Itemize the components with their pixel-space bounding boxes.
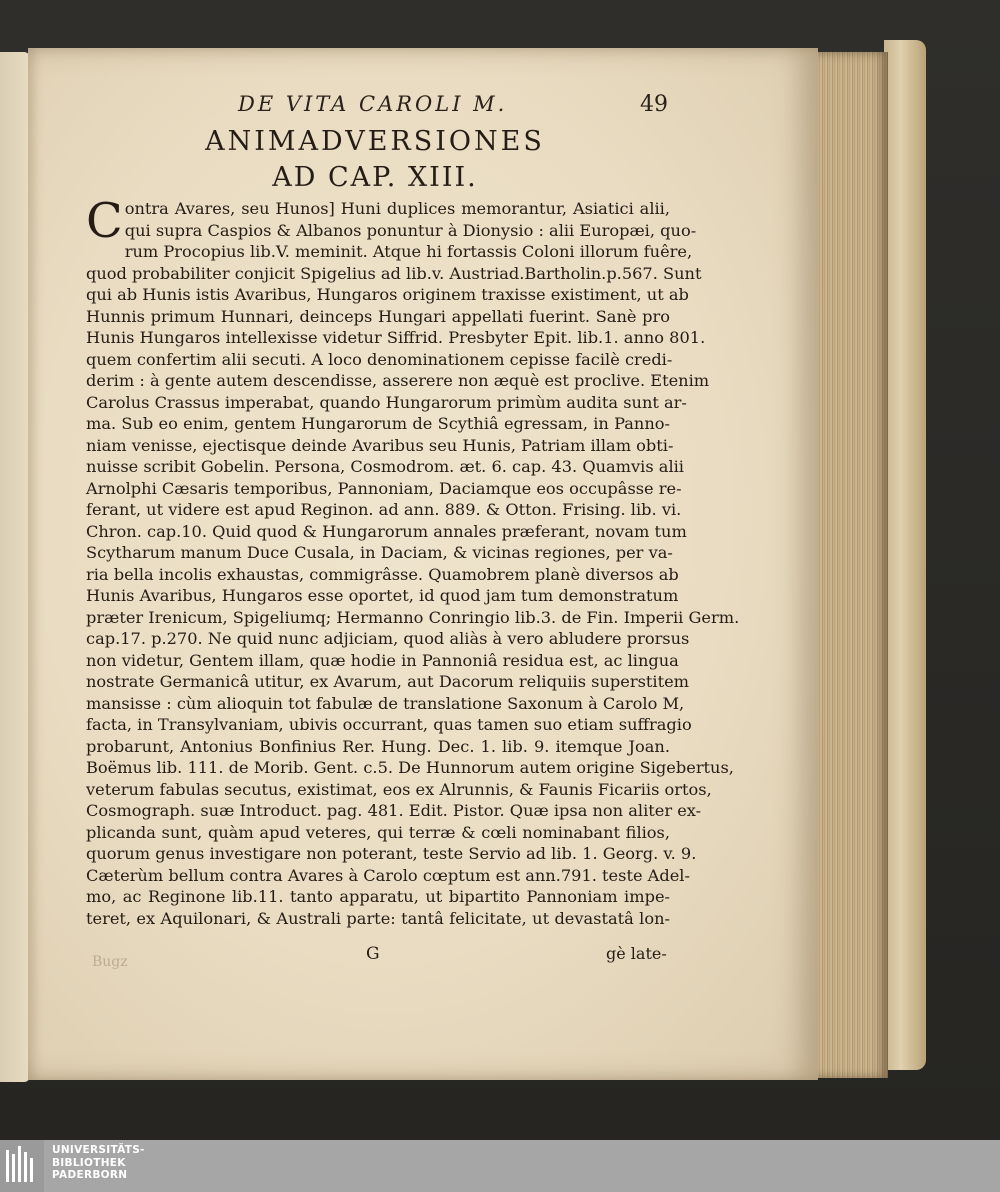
text-line: mo, ac Reginone lib.11. tanto apparatu, ut bipartito Pannoniam impe- — [86, 887, 670, 906]
left-page-edge — [0, 52, 30, 1082]
text-line: quorum genus investigare non poterant, teste Servio ad lib. 1. Georg. v. 9. — [86, 844, 697, 863]
text-line: Chron. cap.10. Quid quod & Hungarorum annales præferant, novam tum — [86, 521, 687, 541]
text-line: ria bella incolis exhaustas, commigrâsse. Quamobrem planè diversos ab — [86, 564, 679, 584]
library-logo-icon — [0, 1140, 44, 1192]
text-line: probarunt, Antonius Bonfinius Rer. Hung. Dec. 1. lib. 9. itemque Joan. — [86, 736, 670, 756]
text-line: ontra Avares, seu Hunos] Huni duplices memorantur, Asiatici alii, — [124, 199, 670, 218]
signature-mark: G — [366, 944, 380, 964]
text-line: Hunnis primum Hunnari, deinceps Hungari appellati fuerint. Sanè pro — [86, 306, 670, 326]
page-block-edges — [808, 52, 888, 1078]
text-line: cap.17. p.270. Ne quid nunc adjiciam, quod aliàs à vero abludere prorsus — [86, 629, 690, 648]
text-line: quod probabiliter conjicit Spigelius ad lib.v. Austriad.Bartholin.p.567. Sunt — [86, 263, 702, 283]
text-line: nuisse scribit Gobelin. Persona, Cosmodrom. æt. 6. cap. 43. Quamvis alii — [86, 457, 684, 476]
book-cover-edge — [884, 40, 926, 1070]
text-line: niam venisse, ejectisque deinde Avaribus seu Hunis, Patriam illam obti- — [86, 435, 674, 455]
library-footer-bar — [0, 1140, 1000, 1192]
text-line: mansisse : cùm alioquin tot fabulæ de translatione Saxonum à Carolo M, — [86, 693, 685, 713]
text-line: non videtur, Gentem illam, quæ hodie in Pannoniâ residua est, ac lingua — [86, 650, 679, 670]
text-line: qui ab Hunis istis Avaribus, Hungaros originem traxisse existiment, ut ab — [86, 285, 689, 304]
body-text — [86, 193, 740, 929]
text-line: qui supra Caspios & Albanos ponuntur à Dionysio : alii Europæi, quo- — [124, 220, 697, 240]
text-line: Hunis Avaribus, Hungaros esse oportet, id quod jam tum demonstratum — [86, 586, 679, 605]
page-number: 49 — [640, 92, 668, 117]
text-line: Cæterùm bellum contra Avares à Carolo cœptum est ann.791. teste Adel- — [86, 865, 690, 885]
text-line: plicanda sunt, quàm apud veteres, qui terræ & cœli nominabant filios, — [86, 822, 670, 842]
text-line: præter Irenicum, Spigeliumq; Hermanno Conringio lib.3. de Fin. Imperii Germ. — [86, 607, 740, 627]
text-line: Boëmus lib. 111. de Morib. Gent. c.5. De Hunnorum autem origine Sigebertus, — [86, 758, 734, 777]
section-title: ANIMADVERSIONES — [205, 126, 545, 157]
section-subtitle: AD CAP. XIII. — [272, 162, 478, 193]
text-line: veterum fabulas secutus, existimat, eos ex Alrunnis, & Faunis Ficariis ortos, — [86, 779, 712, 799]
drop-capital: C — [86, 193, 123, 249]
text-line: Cosmograph. suæ Introduct. pag. 481. Edit. Pistor. Quæ ipsa non aliter ex- — [86, 801, 702, 820]
text-line: Carolus Crassus imperabat, quando Hungarorum primùm audita sunt ar- — [86, 392, 687, 412]
library-name-line3: PADERBORN — [52, 1169, 128, 1181]
text-line: Hunis Hungaros intellexisse videtur Siffrid. Presbyter Epit. lib.1. anno 801. — [86, 328, 706, 347]
text-line: Scytharum manum Duce Cusala, in Daciam, & vicinas regiones, per va- — [86, 543, 673, 562]
text-line: quem confertim alii secuti. A loco denominationem cepisse facilè credi- — [86, 349, 673, 369]
text-line: derim : à gente autem descendisse, asserere non æquè est proclive. Etenim — [86, 371, 710, 390]
library-name-line2: BIBLIOTHEK — [52, 1156, 126, 1169]
bleed-through-text: Bugz — [92, 954, 128, 970]
text-lines — [86, 193, 740, 929]
text-line: teret, ex Aquilonari, & Australi parte: tantâ felicitate, ut devastatâ lon- — [86, 908, 670, 928]
library-name-line1: UNIVERSITÄTS- — [52, 1144, 145, 1156]
text-line: rum Procopius lib.V. meminit. Atque hi fortassis Coloni illorum fuêre, — [124, 242, 693, 261]
text-line: ma. Sub eo enim, gentem Hungarorum de Scythiâ egressam, in Panno- — [86, 414, 670, 433]
catchword: gè late- — [606, 944, 667, 963]
text-line: facta, in Transylvaniam, ubivis occurrant, quas tamen suo etiam suffragio — [86, 715, 692, 734]
text-line: Arnolphi Cæsaris temporibus, Pannoniam, Daciamque eos occupâsse re- — [86, 478, 682, 498]
library-name — [52, 1144, 145, 1182]
running-title: DE VITA CAROLI M. — [238, 92, 508, 116]
text-line: ferant, ut videre est apud Reginon. ad ann. 889. & Otton. Frising. lib. vi. — [86, 500, 682, 519]
text-line: nostrate Germanicâ utitur, ex Avarum, aut Dacorum reliquiis superstitem — [86, 672, 690, 691]
